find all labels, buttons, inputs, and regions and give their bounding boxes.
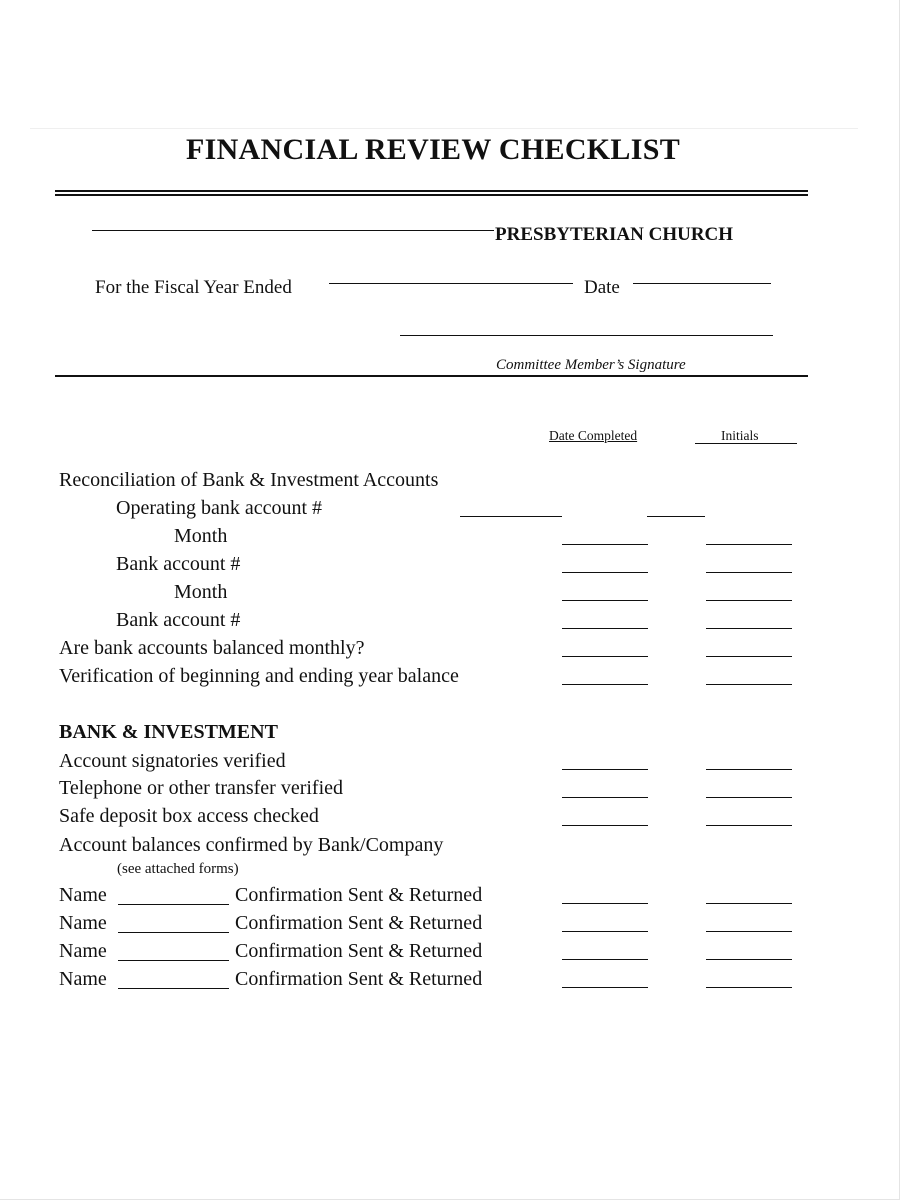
title-double-rule-top <box>55 190 808 192</box>
bank-account-2-label: Bank account # <box>116 609 241 631</box>
bank-account-1-label: Bank account # <box>116 553 241 575</box>
confirmation-1-name-label: Name <box>59 884 107 906</box>
confirmation-2-date-field[interactable] <box>562 931 648 932</box>
date-field[interactable] <box>633 283 771 284</box>
page-title: FINANCIAL REVIEW CHECKLIST <box>185 133 681 166</box>
confirmation-2-status: Confirmation Sent & Returned <box>235 912 483 934</box>
attached-forms-note: (see attached forms) <box>117 861 239 877</box>
signature-field[interactable] <box>400 335 773 336</box>
confirmation-3-name-field[interactable] <box>118 960 229 961</box>
confirmation-3-initials-field[interactable] <box>706 959 792 960</box>
operating-account-extra-field[interactable] <box>647 516 705 517</box>
telephone-transfer-label: Telephone or other transfer verified <box>59 777 344 799</box>
confirmation-3-status: Confirmation Sent & Returned <box>235 940 483 962</box>
telephone-transfer-initials-field[interactable] <box>706 797 792 798</box>
title-double-rule-bottom <box>55 194 808 196</box>
month-1-date-field[interactable] <box>562 544 648 545</box>
signatories-date-field[interactable] <box>562 769 648 770</box>
fiscal-year-label: For the Fiscal Year Ended <box>95 277 292 298</box>
top-divider <box>30 128 858 129</box>
fiscal-year-field[interactable] <box>329 283 573 284</box>
bank-account-1-initials-field[interactable] <box>706 572 792 573</box>
month-1-label: Month <box>174 525 228 547</box>
church-name-field[interactable] <box>92 230 494 231</box>
confirmation-2-name-field[interactable] <box>118 932 229 933</box>
balanced-monthly-initials-field[interactable] <box>706 656 792 657</box>
date-completed-header: Date Completed <box>549 428 638 443</box>
balanced-monthly-label: Are bank accounts balanced monthly? <box>59 637 365 659</box>
verification-initials-field[interactable] <box>706 684 792 685</box>
signature-label: Committee Member’s Signature <box>496 357 686 373</box>
confirmation-2-name-label: Name <box>59 912 107 934</box>
verification-date-field[interactable] <box>562 684 648 685</box>
confirmation-1-initials-field[interactable] <box>706 903 792 904</box>
confirmation-4-name-label: Name <box>59 968 107 990</box>
operating-account-number-field[interactable] <box>460 516 562 517</box>
date-label: Date <box>584 277 620 298</box>
confirmation-4-name-field[interactable] <box>118 988 229 989</box>
month-2-initials-field[interactable] <box>706 600 792 601</box>
header-bottom-rule <box>55 375 808 377</box>
bank-account-2-initials-field[interactable] <box>706 628 792 629</box>
month-2-label: Month <box>174 581 228 603</box>
confirmation-4-status: Confirmation Sent & Returned <box>235 968 483 990</box>
confirmation-3-name-label: Name <box>59 940 107 962</box>
operating-account-label: Operating bank account # <box>116 497 323 519</box>
bank-account-2-date-field[interactable] <box>562 628 648 629</box>
confirmation-2-initials-field[interactable] <box>706 931 792 932</box>
initials-header-underline <box>695 443 797 444</box>
bank-account-1-date-field[interactable] <box>562 572 648 573</box>
signatories-initials-field[interactable] <box>706 769 792 770</box>
telephone-transfer-date-field[interactable] <box>562 797 648 798</box>
month-2-date-field[interactable] <box>562 600 648 601</box>
safe-deposit-label: Safe deposit box access checked <box>59 805 319 827</box>
confirmation-4-initials-field[interactable] <box>706 987 792 988</box>
safe-deposit-date-field[interactable] <box>562 825 648 826</box>
confirmation-3-date-field[interactable] <box>562 959 648 960</box>
confirmation-4-date-field[interactable] <box>562 987 648 988</box>
reconciliation-heading: Reconciliation of Bank & Investment Accounts <box>59 469 439 491</box>
church-label: PRESBYTERIAN CHURCH <box>495 224 734 245</box>
confirmation-1-date-field[interactable] <box>562 903 648 904</box>
verification-label: Verification of beginning and ending year balance <box>59 665 459 687</box>
initials-header: Initials <box>721 428 759 443</box>
confirmation-1-status: Confirmation Sent & Returned <box>235 884 483 906</box>
safe-deposit-initials-field[interactable] <box>706 825 792 826</box>
balanced-monthly-date-field[interactable] <box>562 656 648 657</box>
balances-confirmed-label: Account balances confirmed by Bank/Company <box>59 834 444 856</box>
confirmation-1-name-field[interactable] <box>118 904 229 905</box>
bank-investment-heading: BANK & INVESTMENT <box>59 721 278 743</box>
month-1-initials-field[interactable] <box>706 544 792 545</box>
signatories-label: Account signatories verified <box>59 750 286 772</box>
